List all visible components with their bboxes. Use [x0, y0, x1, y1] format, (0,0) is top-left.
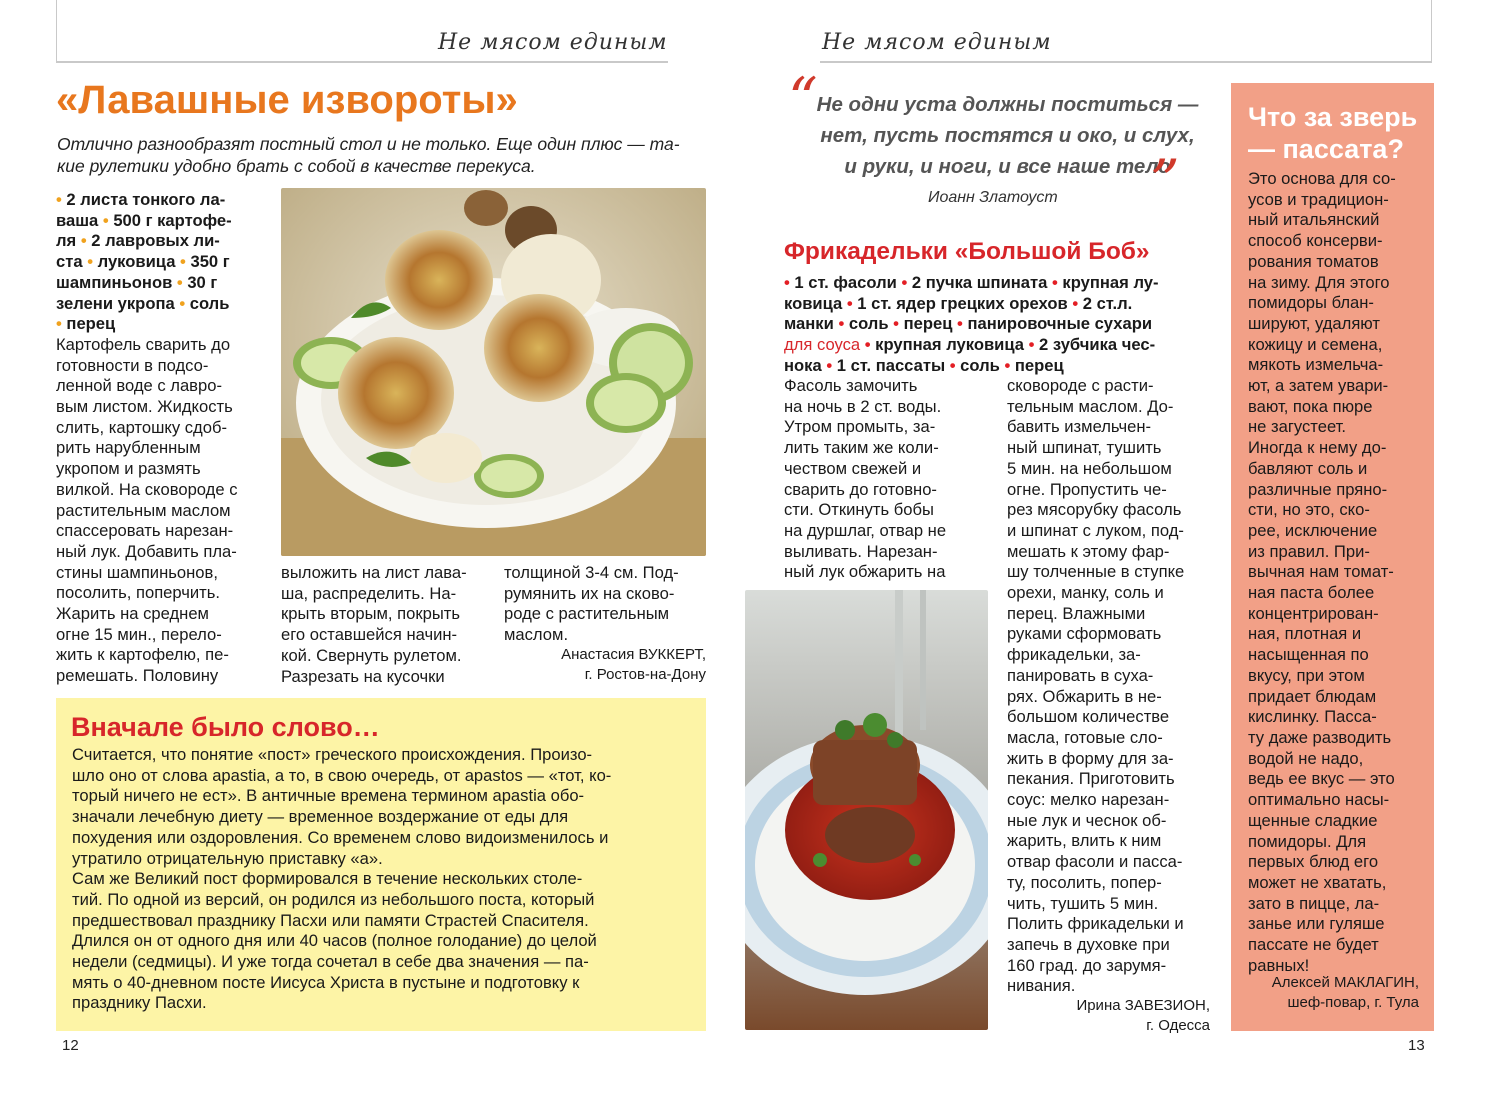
text-line: посолить, поперчить. — [56, 583, 221, 603]
ingredient-line: ваша • 500 г картофе- — [56, 210, 232, 230]
text-line: шируют, удаляют — [1248, 313, 1380, 333]
text-line: чеством свежей и — [784, 458, 922, 478]
text-line: предшествовал празднику Пасхи или памяти Страстей Спасителя. — [72, 910, 589, 930]
text-line: запечь в духовке при — [1007, 934, 1170, 954]
text-line: выложить на лист лава- — [281, 563, 467, 582]
text-line: жить к картофелю, пе- — [56, 645, 229, 665]
text-line: готовности в подсо- — [56, 355, 209, 375]
text-line: щенные сладкие — [1248, 810, 1378, 830]
text-line: выливать. Нарезан- — [784, 541, 938, 561]
author-name: Алексей МАКЛАГИН, — [1271, 974, 1419, 991]
text-line: Утром промыть, за- — [784, 417, 936, 437]
author-city: г. Ростов-на-Дону — [584, 666, 706, 683]
text-line: насыщенная по — [1248, 645, 1369, 665]
passata-sidebar — [1231, 83, 1434, 1031]
text-line: ленной воде с лавро- — [56, 376, 222, 396]
text-line: вычная нам томат- — [1248, 562, 1394, 582]
text-line: первых блюд его — [1248, 852, 1379, 872]
ingredient-line: • 2 листа тонкого ла- — [56, 190, 226, 209]
text-line: вкусу, при этом — [1248, 665, 1365, 685]
recipe-ingredients — [784, 273, 1214, 377]
text-line: зато в пицце, ла- — [1248, 893, 1380, 913]
text-line: Полить фрикадельки и — [1007, 914, 1184, 934]
close-quote-icon: ” — [1150, 147, 1180, 215]
text-line: ный итальянский — [1248, 210, 1380, 230]
text-line: соус: мелко нарезан- — [1007, 790, 1170, 810]
history-box — [56, 698, 706, 1031]
text-line: большом количестве — [1007, 707, 1170, 727]
text-line: слить, картошку сдоб- — [56, 417, 227, 437]
text-line: рования томатов — [1248, 251, 1379, 271]
text-line: мякоть измельча- — [1248, 355, 1384, 375]
author-name: Анастасия ВУККЕРТ, — [561, 646, 706, 663]
text-line: усов и традицион- — [1248, 189, 1389, 209]
ingredient-line: • перец — [56, 314, 116, 334]
text-line: Картофель сварить до — [56, 334, 231, 354]
text-line: мять о 40-дневном посте Иисуса Христа в пустыне и подготовку к — [72, 972, 580, 992]
text-line: сварить до готовно- — [784, 479, 937, 499]
ingredient-line: шампиньонов • 30 г — [56, 272, 218, 292]
page-number-left: 12 — [62, 1037, 79, 1054]
text-line: крыть вторым, покрыть — [281, 604, 461, 624]
text-line: Это основа для со- — [1248, 169, 1396, 188]
text-line: на ночь в 2 ст. воды. — [784, 396, 942, 416]
left-article-title: «Лавашные извороты» — [56, 78, 518, 122]
text-line: вают, пока пюре — [1248, 396, 1373, 416]
text-line: лить таким же коли- — [784, 438, 939, 458]
author-city: г. Одесса — [1146, 1017, 1210, 1034]
text-line: ша, распределить. На- — [281, 583, 457, 603]
ingredient-line: нока • 1 ст. пассаты • соль • перец — [784, 355, 1064, 375]
text-line: бавляют соль и — [1248, 458, 1368, 478]
text-line: сковороде с расти- — [1007, 376, 1154, 395]
text-line: рить нарубленным — [56, 438, 201, 458]
ingredient-line: манки • соль • перец • панировочные сухари — [784, 314, 1153, 334]
text-line: придает блюдам — [1248, 686, 1377, 706]
header-rule-left — [56, 61, 668, 63]
ingredient-line: зелени укропа • соль — [56, 293, 230, 313]
quote-author: Иоанн Златоуст — [928, 189, 1058, 206]
ingredient-line: ля • 2 лавровых ли- — [56, 231, 220, 251]
text-line: Длился он от одного дня или 40 часов (полное голодание) до целой — [72, 931, 597, 951]
text-line: на дуршлаг, отвар не — [784, 520, 947, 540]
text-line: Фасоль замочить — [784, 376, 918, 395]
ingredient-line: ковица • 1 ст. ядер грецких орехов • 2 ст.л. — [784, 293, 1133, 313]
text-line: роде с растительным — [504, 604, 670, 624]
text-line: панировать в суха- — [1007, 665, 1154, 685]
text-line: толщиной 3-4 см. Под- — [504, 563, 679, 582]
text-line: ный шпинат, тушить — [1007, 438, 1162, 458]
sidebar-signature — [1236, 973, 1419, 1013]
text-line: руками сформовать — [1007, 624, 1162, 644]
sauce-ingredients: • крупная луковица • 2 зубчика чес- — [864, 335, 1156, 355]
text-line: ведь ее вкус — это — [1248, 769, 1395, 789]
recipe-title: Фрикадельки «Большой Боб» — [784, 238, 1150, 265]
author-role: шеф-повар, г. Тула — [1287, 994, 1419, 1011]
history-box-title: Вначале было слово… — [71, 712, 380, 742]
text-line: пекания. Приготовить — [1007, 769, 1175, 789]
header-frame-left — [56, 0, 57, 62]
text-line: Считается, что понятие «пост» греческого происхождения. Произо- — [72, 745, 593, 764]
header-title-right: Не мясом единым — [822, 30, 1052, 55]
text-line: растительным маслом — [56, 500, 231, 520]
text-line: орехи, манку, соль и — [1007, 583, 1164, 603]
text-line: огне 15 мин., перело- — [56, 624, 222, 644]
left-column-3 — [504, 563, 709, 646]
text-line: мешать к этому фар- — [1007, 541, 1170, 561]
text-line: перец. Влажными — [1007, 603, 1146, 623]
author-name: Ирина ЗАВЕЗИОН, — [1076, 997, 1210, 1014]
text-line: сти. Откинуть бобы — [784, 500, 934, 520]
text-line: кислинку. Пасса- — [1248, 707, 1377, 727]
intro-line: кие рулетики удобно брать с собой в качестве перекуса. — [57, 156, 536, 176]
text-line: спассеровать нарезан- — [56, 521, 234, 541]
page-number-right: 13 — [1408, 1037, 1425, 1054]
text-line: кой. Свернуть рулетом. — [281, 645, 462, 665]
text-line: недели (седмицы). И уже тогда сочетал в себе два значения — па- — [72, 952, 589, 972]
text-line: празднику Пасхи. — [72, 993, 207, 1013]
left-signature — [480, 645, 706, 685]
text-line: торый ничего не ест». В античные времена термином apastia обо- — [72, 786, 585, 806]
text-line: вилкой. На сковороде с — [56, 479, 238, 499]
text-line: ту даже разводить — [1248, 727, 1392, 747]
text-line: на зиму. Для этого — [1248, 272, 1390, 292]
text-line: Сам же Великий пост формировался в течение нескольких столе- — [72, 869, 583, 889]
left-intro — [57, 133, 717, 177]
text-line: ный лук обжарить на — [784, 562, 946, 582]
sauce-line — [784, 335, 1214, 356]
open-quote-icon: “ — [788, 65, 818, 133]
text-line: жить в форму для за- — [1007, 748, 1174, 768]
header-rule-right — [820, 61, 1432, 63]
ingredient-line: • 1 ст. фасоли • 2 пучка шпината • крупная лу- — [784, 273, 1159, 292]
text-line: кожицу и семена, — [1248, 334, 1383, 354]
text-line: способ консерви- — [1248, 231, 1383, 251]
header-frame-right — [1431, 0, 1432, 62]
text-line: Жарить на среднем — [56, 604, 209, 624]
quote-line: и руки, и ноги, и все наше тело — [844, 155, 1171, 178]
ingredient-line: ста • луковица • 350 г — [56, 252, 230, 272]
sauce-label: для соуса — [784, 335, 861, 355]
sidebar-text — [1248, 169, 1433, 976]
left-column-2 — [281, 563, 496, 687]
text-line: рее, исключение — [1248, 520, 1378, 540]
text-line: бавить измельчен- — [1007, 417, 1152, 437]
text-line: ный лук. Добавить пла- — [56, 541, 237, 561]
left-column-1 — [56, 190, 271, 687]
text-line: значали лечебную диету — временное воздержание от еды для — [72, 807, 569, 827]
text-line: равных! — [1248, 955, 1310, 975]
header-title-left: Не мясом единым — [438, 30, 668, 55]
meatballs-photo — [745, 590, 988, 1030]
text-line: может не хватать, — [1248, 872, 1387, 892]
text-line: тельным маслом. До- — [1007, 396, 1174, 416]
text-line: из правил. При- — [1248, 541, 1370, 561]
text-line: румянить их на сково- — [504, 583, 675, 603]
text-line: и шпинат с луком, под- — [1007, 520, 1184, 540]
text-line: Разрезать на кусочки — [281, 666, 445, 686]
intro-line: Отлично разнообразят постный стол и не только. Еще один плюс — та- — [57, 134, 680, 154]
text-line: занье или гуляше — [1248, 914, 1385, 934]
text-line: вым листом. Жидкость — [56, 397, 233, 417]
right-column-1 — [784, 376, 999, 583]
text-line: шу толченные в ступке — [1007, 562, 1185, 582]
meatballs-illustration — [745, 590, 988, 1030]
text-line: водой не надо, — [1248, 748, 1364, 768]
text-line: укропом и размять — [56, 459, 201, 479]
right-column-2 — [1007, 376, 1222, 997]
sidebar-title-line: — пассата? — [1248, 134, 1404, 164]
text-line: чить, тушить 5 мин. — [1007, 893, 1159, 913]
lavash-rolls-photo — [281, 188, 706, 556]
lavash-rolls-illustration — [281, 188, 706, 556]
text-line: 5 мин. на небольшом — [1007, 458, 1172, 478]
sidebar-title-line: Что за зверь — [1248, 102, 1418, 132]
text-line: ремешать. Половину — [56, 666, 219, 686]
history-box-text — [72, 745, 697, 1014]
quote-line: Не одни уста должны поститься — — [816, 93, 1199, 116]
text-line: тий. По одной из версий, он родился из небольшого поста, который — [72, 889, 595, 909]
text-line: ту, посолить, попер- — [1007, 872, 1162, 892]
text-line: утратило отрицательную приставку «а». — [72, 848, 383, 868]
text-line: пассате не будет — [1248, 935, 1379, 955]
text-line: жарить, влить к ним — [1007, 831, 1162, 851]
text-line: концентрирован- — [1248, 603, 1379, 623]
text-line: помидоры. Для — [1248, 831, 1367, 851]
text-line: стины шампиньонов, — [56, 562, 218, 582]
text-line: огне. Пропустить че- — [1007, 479, 1167, 499]
text-line: Иногда к нему до- — [1248, 438, 1387, 458]
text-line: сти, но это, ско- — [1248, 500, 1370, 520]
text-line: маслом. — [504, 625, 569, 645]
text-line: различные пряно- — [1248, 479, 1388, 499]
text-line: ют, а затем увари- — [1248, 376, 1389, 396]
text-line: нивания. — [1007, 976, 1076, 996]
text-line: его оставшейся начин- — [281, 625, 458, 645]
text-line: ная, плотная и — [1248, 624, 1362, 644]
text-line: рях. Обжарить в не- — [1007, 686, 1162, 706]
text-line: отвар фасоли и пасса- — [1007, 852, 1183, 872]
text-line: ная паста более — [1248, 583, 1375, 603]
text-line: 160 град. до зарумя- — [1007, 955, 1167, 975]
text-line: ные лук и чеснок об- — [1007, 810, 1167, 830]
text-line: шло оно от слова apastia, а то, в свою очередь, от apastos — «тот, ко- — [72, 765, 612, 785]
text-line: оптимально насы- — [1248, 790, 1390, 810]
text-line: похудения или оздоровления. Со временем слово видоизменилось и — [72, 827, 609, 847]
sidebar-title — [1248, 101, 1417, 165]
text-line: помидоры блан- — [1248, 293, 1374, 313]
text-line: не загустеет. — [1248, 417, 1346, 437]
right-signature — [1000, 996, 1210, 1036]
text-line: масла, готовые сло- — [1007, 727, 1163, 747]
text-line: рез мясорубку фасоль — [1007, 500, 1182, 520]
text-line: фрикадельки, за- — [1007, 645, 1141, 665]
quote-line: нет, пусть постятся и око, и слух, — [820, 124, 1195, 147]
